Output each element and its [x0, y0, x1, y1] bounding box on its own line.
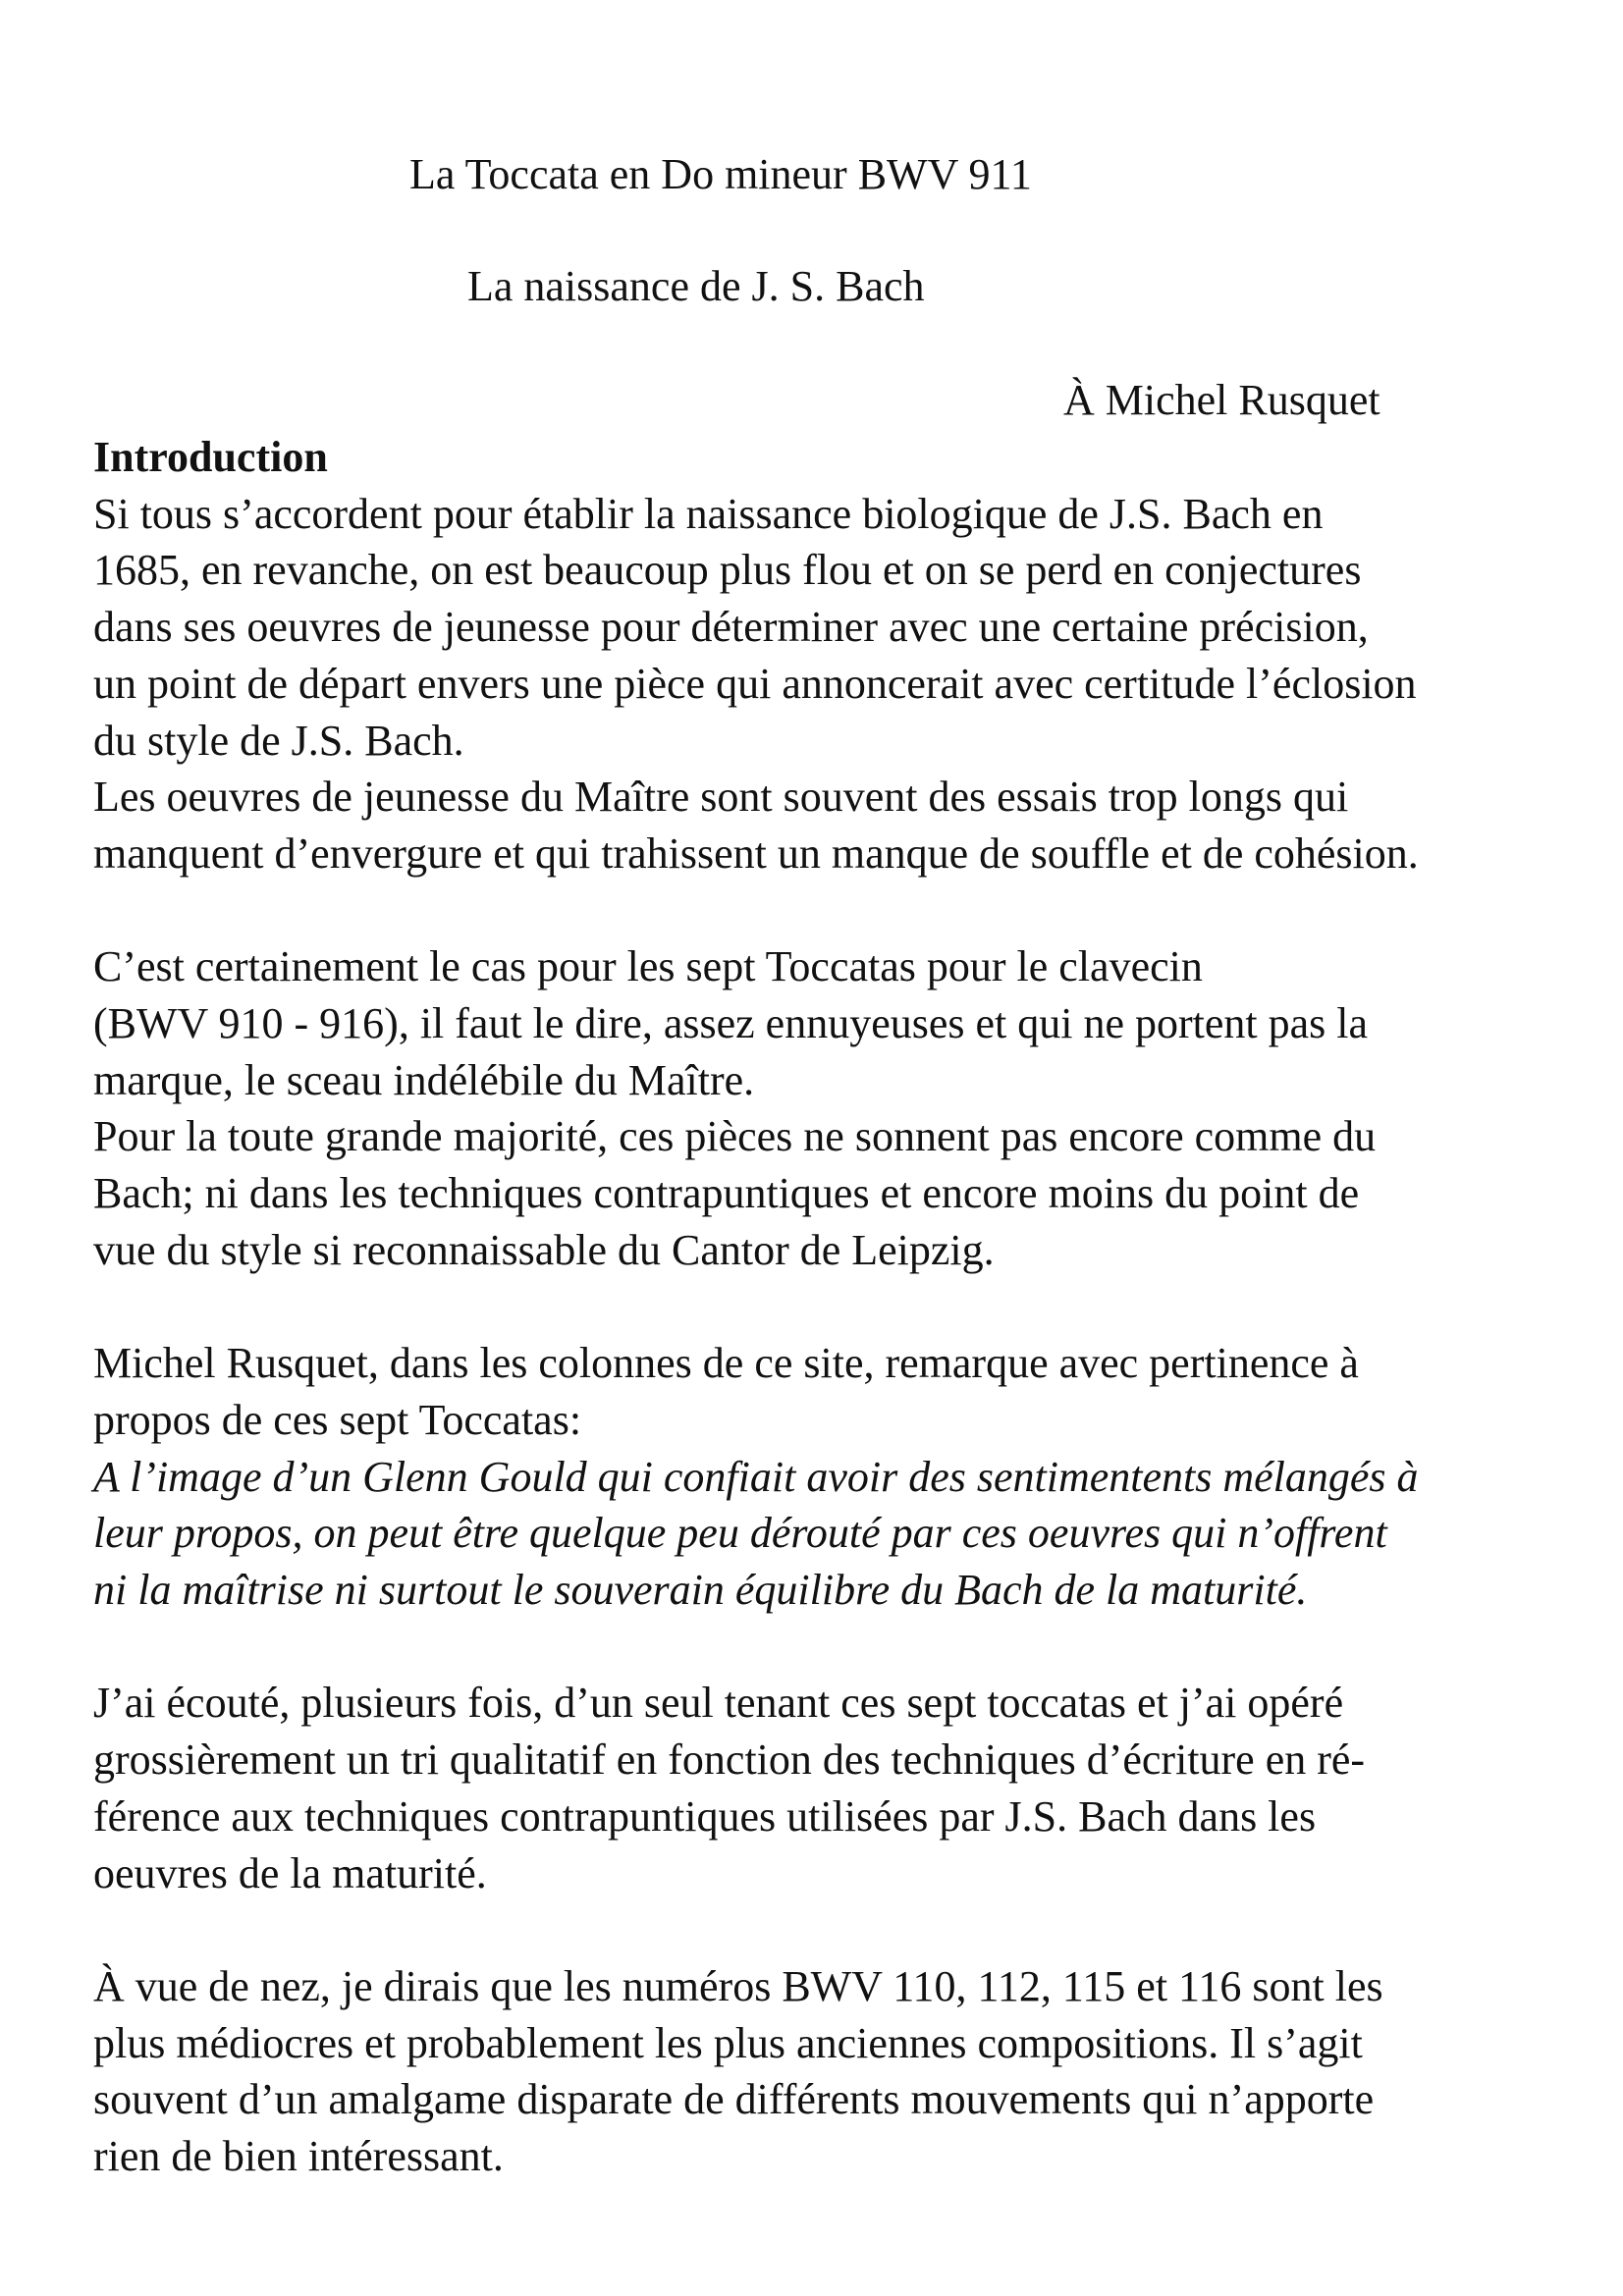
text-line: (BWV 910 - 916), il faut le dire, assez ennuyeuses et qui ne portent pas la — [93, 999, 1369, 1048]
document-subtitle: La naissance de J. S. Bach — [467, 262, 925, 310]
document-title: La Toccata en Do mineur BWV 911 — [409, 150, 1032, 198]
dedication: À Michel Rusquet — [1063, 376, 1380, 424]
text-line: souvent d’un amalgame disparate de différents mouvements qui n’apporte — [93, 2075, 1375, 2124]
paragraph-6 — [93, 1675, 1546, 1901]
section-heading: Introduction — [93, 433, 328, 481]
quote-line: leur propos, on peut être quelque peu dérouté par ces oeuvres qui n’offrent — [93, 1509, 1387, 1558]
paragraph-gap — [93, 1901, 1546, 1958]
paragraph-7 — [93, 1958, 1546, 2185]
text-line: Michel Rusquet, dans les colonnes de ce site, remarque avec pertinence à — [93, 1339, 1359, 1388]
text-line: Pour la toute grande majorité, ces pièces ne sonnent pas encore comme du — [93, 1112, 1377, 1161]
paragraph-gap — [93, 1279, 1546, 1336]
text-line: Si tous s’accordent pour établir la naissance biologique de J.S. Bach en — [93, 489, 1324, 538]
paragraph-gap — [93, 882, 1546, 939]
text-line: manquent d’envergure et qui trahissent un manque de souffle et de cohésion. — [93, 828, 1419, 878]
text-line: marque, le sceau indélébile du Maître. — [93, 1055, 755, 1104]
text-line: plus médiocres et probablement les plus anciennes compositions. Il s’agit — [93, 2018, 1363, 2067]
text-line: Bach; ni dans les techniques contrapuntiques et encore moins du point de — [93, 1169, 1360, 1218]
text-line: dans ses oeuvres de jeunesse pour déterminer avec une certaine précision, — [93, 603, 1369, 652]
text-line: 1685, en revanche, on est beaucoup plus flou et on se perd en conjectures — [93, 546, 1362, 595]
text-line: J’ai écouté, plusieurs fois, d’un seul tenant ces sept toccatas et j’ai opéré — [93, 1679, 1344, 1728]
text-line: vue du style si reconnaissable du Cantor de Leipzig. — [93, 1225, 995, 1274]
text-line: C’est certainement le cas pour les sept Toccatas pour le clavecin — [93, 942, 1203, 991]
text-line: grossièrement un tri qualitatif en fonction des techniques d’écriture en ré- — [93, 1735, 1366, 1785]
text-line: férence aux techniques contrapuntiques utilisées par J.S. Bach dans les — [93, 1791, 1317, 1841]
paragraph-5 — [93, 1335, 1546, 1448]
quotation — [93, 1449, 1546, 1619]
paragraph-1 — [93, 486, 1546, 770]
text-line: À vue de nez, je dirais que les numéros BWV 110, 112, 115 et 116 sont les — [93, 1961, 1383, 2010]
text-line: un point de départ envers une pièce qui annoncerait avec certitude l’éclosion — [93, 659, 1417, 708]
paragraph-4 — [93, 1108, 1546, 1278]
quote-line: A l’image d’un Glenn Gould qui confiait avoir des sentimentents mélangés à — [93, 1452, 1419, 1501]
paragraph-3 — [93, 938, 1546, 1108]
paragraph-2 — [93, 769, 1546, 881]
paragraph-gap — [93, 1619, 1546, 1676]
quote-line: ni la maîtrise ni surtout le souverain équilibre du Bach de la maturité. — [93, 1566, 1308, 1615]
text-line: propos de ces sept Toccatas: — [93, 1395, 582, 1444]
text-line: oeuvres de la maturité. — [93, 1848, 487, 1897]
text-line: Les oeuvres de jeunesse du Maître sont souvent des essais trop longs qui — [93, 773, 1349, 822]
text-line: du style de J.S. Bach. — [93, 716, 464, 765]
document-body — [93, 429, 1546, 2185]
text-line: rien de bien intéressant. — [93, 2132, 504, 2181]
